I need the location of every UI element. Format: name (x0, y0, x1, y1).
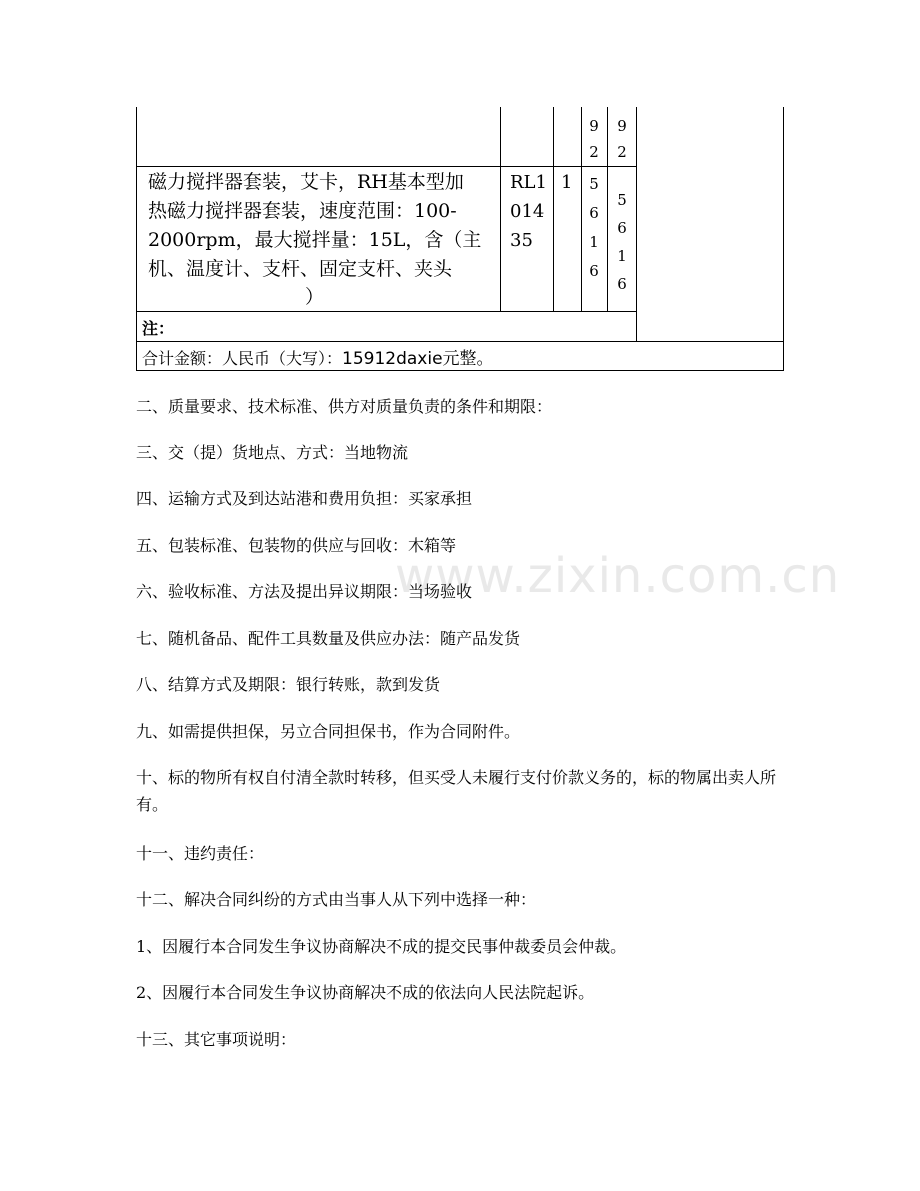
total-amount-row (142, 344, 494, 369)
table-col-divider (500, 107, 501, 311)
total-digit: 2 (617, 143, 627, 161)
clause-transport: 四、运输方式及到达站港和费用负担：买家承担 (136, 489, 473, 508)
table-row-divider (136, 341, 783, 342)
price-digit: 6 (589, 262, 599, 280)
clause-other: 十三、其它事项说明： (136, 1030, 297, 1049)
total-digit: 5 (617, 191, 627, 209)
note-label: 注： (142, 319, 175, 338)
table-border-bottom (136, 370, 783, 371)
table-col-divider (636, 107, 637, 341)
clause-guarantee: 九、如需提供担保，另立合同担保书，作为合同附件。 (136, 722, 521, 741)
price-digit: 1 (589, 233, 599, 251)
price-digit: 2 (589, 143, 599, 161)
clause-acceptance: 六、验收标准、方法及提出异议期限：当场验收 (136, 582, 473, 601)
clause-liability: 十一、违约责任： (136, 844, 265, 863)
description-line: 磁力搅拌器套装，艾卡，RH基本型加 (148, 171, 464, 193)
watermark: www.zixin.com.cn (395, 548, 841, 604)
total-digit: 1 (617, 247, 627, 265)
description-line: ） (305, 286, 325, 308)
price-digit: 5 (589, 175, 599, 193)
table-border-right (783, 107, 784, 371)
clause-delivery: 三、交（提）货地点、方式：当地物流 (136, 443, 409, 462)
clause-ownership: 十、标的物所有权自付清全款时转移，但买受人未履行支付价款义务的，标的物属出卖人所有。 (136, 768, 777, 814)
clause-settlement: 八、结算方式及期限：银行转账，款到发货 (136, 675, 441, 694)
price-digit: 9 (589, 117, 599, 135)
clause-quality: 二、质量要求、技术标准、供方对质量负责的条件和期限： (136, 397, 553, 416)
model-line: RL1 (510, 172, 547, 193)
clause-spares: 七、随机备品、配件工具数量及供应办法：随产品发货 (136, 629, 521, 648)
clause-dispute-option-1: 1、因履行本合同发生争议协商解决不成的提交民事仲裁委员会仲裁。 (136, 937, 627, 956)
table-col-divider (553, 107, 554, 311)
item-quantity: 1 (561, 172, 573, 193)
table-row-divider (136, 311, 636, 312)
description-line: 2000rpm，最大搅拌量：15L，含（主 (148, 229, 482, 251)
clause-dispute: 十二、解决合同纠纷的方式由当事人从下列中选择一种： (136, 890, 537, 909)
total-digit: 6 (617, 219, 627, 237)
table-border-left (136, 107, 137, 371)
total-digit: 9 (617, 117, 627, 135)
total-amount-value: 15912daxie元整。 (342, 349, 494, 369)
description-line: 热磁力搅拌器套装，速度范围：100- (148, 200, 457, 222)
clause-packaging: 五、包装标准、包装物的供应与回收：木箱等 (136, 536, 457, 555)
description-line: 机、温度计、支杆、固定支杆、夹头 (148, 258, 453, 280)
price-digit: 6 (589, 204, 599, 222)
total-amount-label: 合计金额：人民币（大写）： (142, 349, 343, 368)
table-col-divider (607, 107, 608, 311)
model-line: 014 (510, 201, 545, 222)
model-line: 35 (510, 230, 533, 251)
total-digit: 6 (617, 275, 627, 293)
table-row-divider (136, 166, 636, 167)
clause-dispute-option-2: 2、因履行本合同发生争议协商解决不成的依法向人民法院起诉。 (136, 983, 595, 1002)
